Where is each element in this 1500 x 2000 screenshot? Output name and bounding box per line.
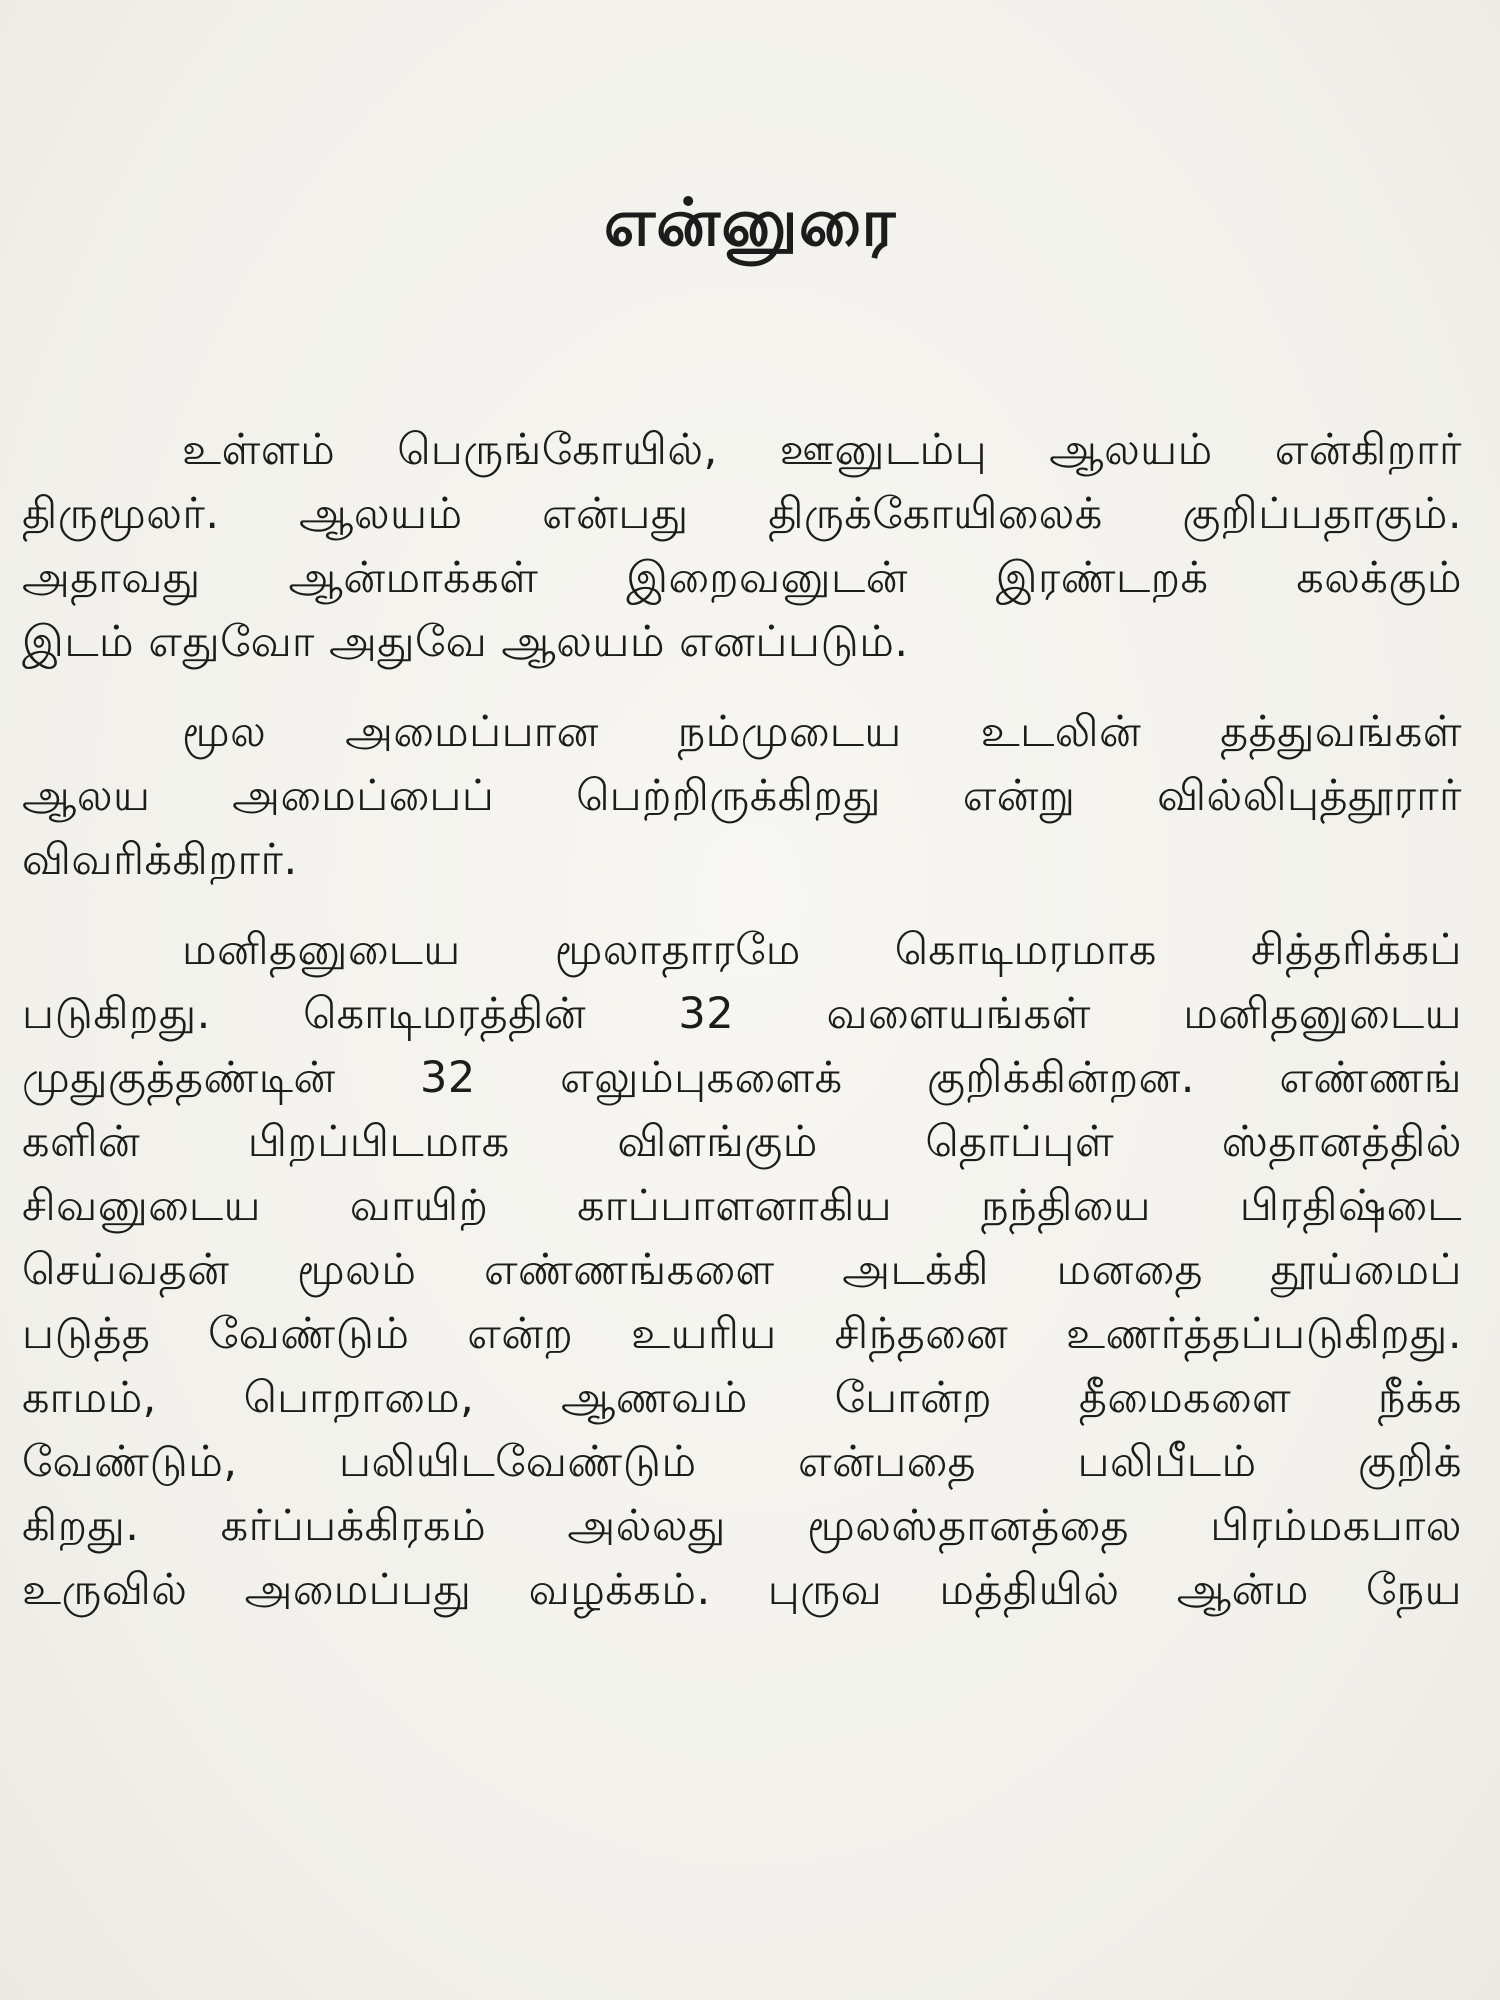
- page-title: என்னுரை: [603, 184, 897, 261]
- text-line: செய்வதன் மூலம் எண்ணங்களை அடக்கி மனதை தூய்மைப்: [22, 1245, 1462, 1295]
- text-line: மனிதனுடைய மூலாதாரமே கொடிமரமாக சித்தரிக்கப்: [182, 925, 1462, 975]
- text-line: களின் பிறப்பிடமாக விளங்கும் தொப்புள் ஸ்தானத்தில்: [22, 1117, 1462, 1167]
- text-line: படுகிறது. கொடிமரத்தின் 32 வளையங்கள் மனிதனுடைய: [22, 989, 1462, 1039]
- text-line: காமம், பொறாமை, ஆணவம் போன்ற தீமைகளை நீக்க: [22, 1373, 1462, 1423]
- text-line: ஆலய அமைப்பைப் பெற்றிருக்கிறது என்று வில்லிபுத்தூரார்: [22, 771, 1462, 821]
- text-line: அதாவது ஆன்மாக்கள் இறைவனுடன் இரண்டறக் கலக்கும்: [22, 553, 1462, 603]
- text-line: படுத்த வேண்டும் என்ற உயரிய சிந்தனை உணர்த்தப்படுகிறது.: [22, 1309, 1462, 1359]
- paragraph-1: [22, 418, 1462, 674]
- text-line: சிவனுடைய வாயிற் காப்பாளனாகிய நந்தியை பிரதிஷ்டை: [22, 1181, 1462, 1231]
- paragraph-3: [22, 918, 1462, 1622]
- text-line: வேண்டும், பலியிடவேண்டும் என்பதை பலிபீடம் குறிக்: [22, 1437, 1462, 1487]
- paragraph-2: [22, 700, 1462, 892]
- page-body: [22, 418, 1462, 1648]
- text-line: திருமூலர். ஆலயம் என்பது திருக்கோயிலைக் குறிப்பதாகும்.: [22, 489, 1462, 539]
- text-line: கிறது. கர்ப்பக்கிரகம் அல்லது மூலஸ்தானத்தை பிரம்மகபால: [22, 1501, 1462, 1551]
- text-line: இடம் எதுவோ அதுவே ஆலயம் எனப்படும்.: [22, 617, 909, 667]
- text-line: விவரிக்கிறார்.: [22, 835, 298, 885]
- text-line: உள்ளம் பெருங்கோயில், ஊனுடம்பு ஆலயம் என்கிறார்: [182, 425, 1462, 475]
- text-line: முதுகுத்தண்டின் 32 எலும்புகளைக் குறிக்கின்றன. எண்ணங்: [22, 1053, 1462, 1103]
- text-line: மூல அமைப்பான நம்முடைய உடலின் தத்துவங்கள்: [182, 707, 1462, 757]
- text-line: உருவில் அமைப்பது வழக்கம். புருவ மத்தியில் ஆன்ம நேய: [22, 1565, 1462, 1615]
